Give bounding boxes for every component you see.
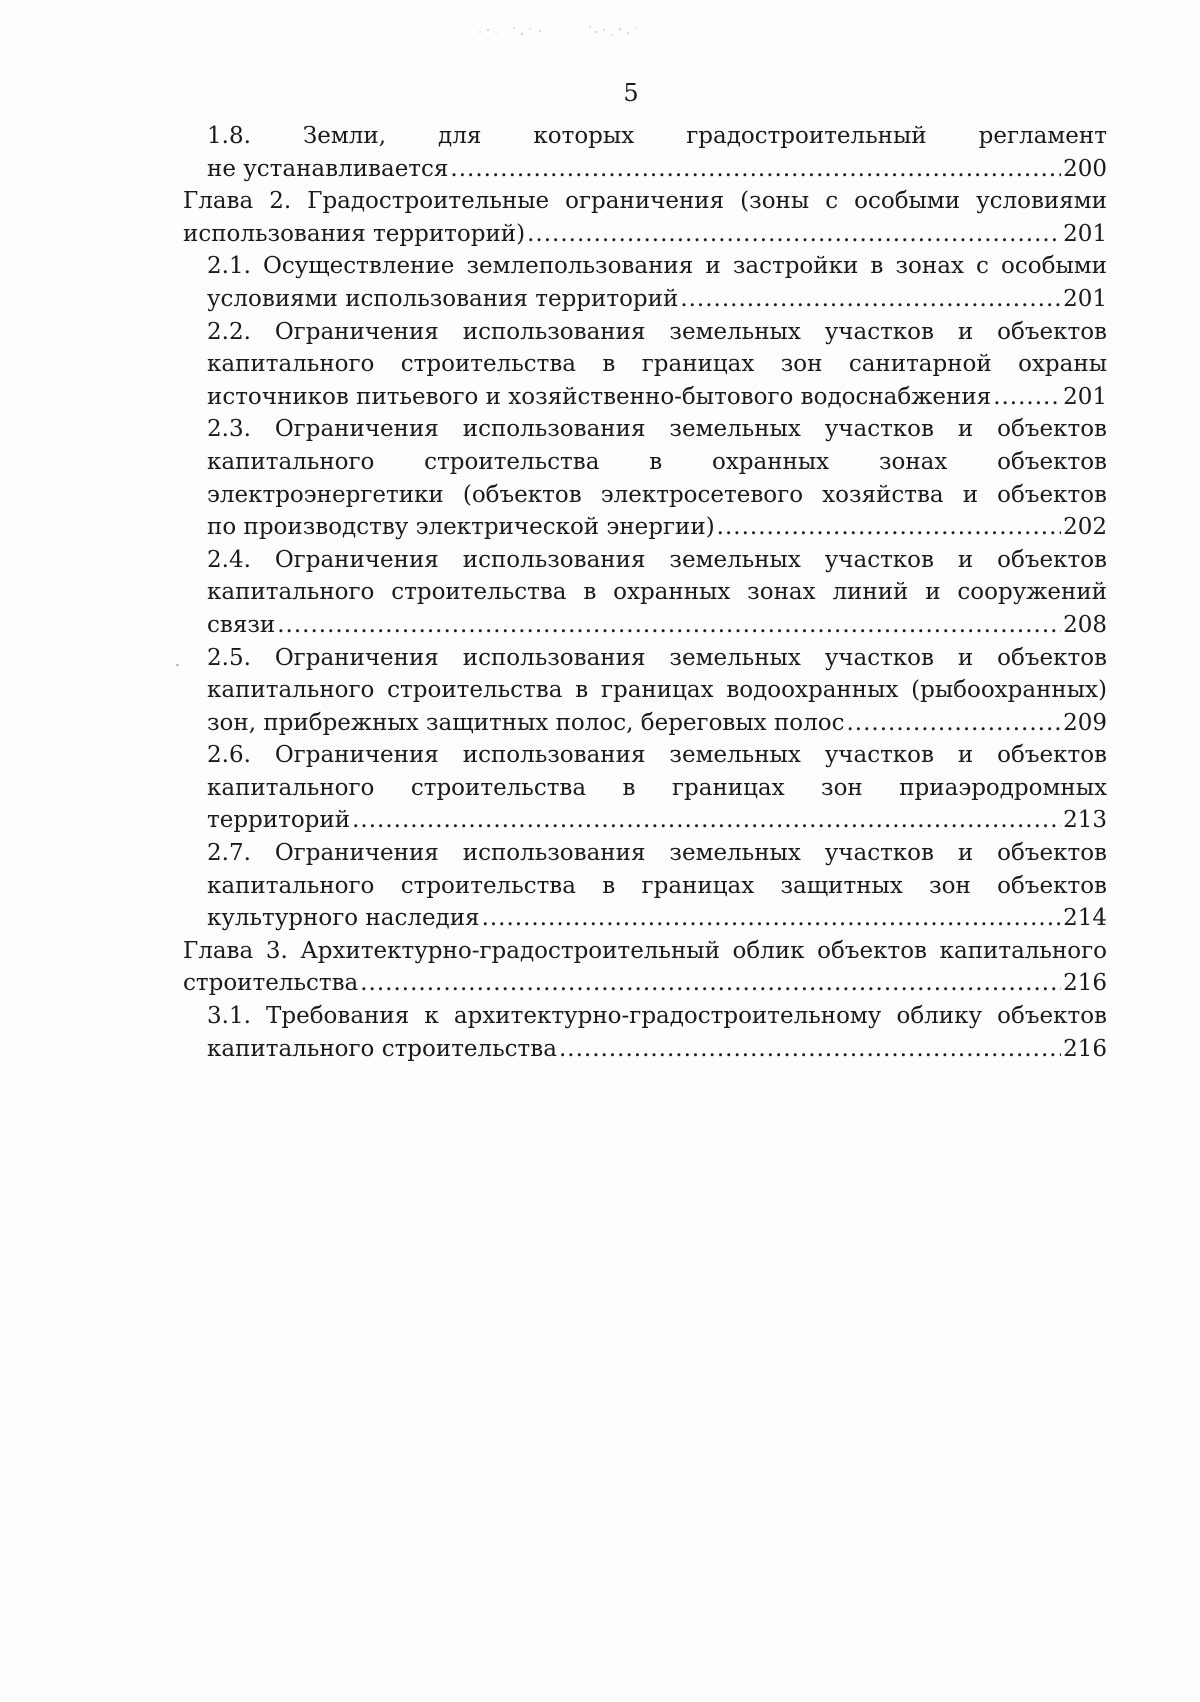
toc-page-number: 209 <box>1063 709 1107 736</box>
toc-entry-title-end: использования территорий) <box>183 220 526 247</box>
dot-leader <box>527 218 1061 251</box>
toc-entry-last-line <box>183 967 1107 1000</box>
toc-entry <box>183 739 1107 837</box>
toc-entry-last-line <box>207 609 1107 642</box>
toc-entry-last-line <box>207 511 1107 544</box>
toc-entry-line: 2.1. Осуществление землепользования и застройки в зонах с особыми <box>207 253 1107 280</box>
toc-entry-line: капитального строительства в границах зон приаэродромных <box>207 774 1107 801</box>
toc-entry <box>183 642 1107 740</box>
toc-entry <box>183 935 1107 1000</box>
toc-entry-title-end: по производству электрической энергии) <box>207 514 715 541</box>
toc-entry <box>183 1000 1107 1065</box>
toc-entry-title-end: условиями использования территорий <box>207 285 679 312</box>
toc-entry <box>183 185 1107 250</box>
toc-entry-last-line <box>207 1033 1107 1066</box>
toc-entry-line: капитального строительства в границах зон санитарной охраны <box>207 351 1107 378</box>
toc-entry-last-line <box>207 381 1107 414</box>
toc-entry-line: 2.4. Ограничения использования земельных участков и объектов <box>207 546 1107 573</box>
dot-leader <box>680 283 1061 316</box>
dot-leader <box>360 967 1061 1000</box>
toc-entry-last-line <box>207 707 1107 740</box>
dot-leader <box>482 902 1062 935</box>
scan-mark <box>176 664 179 666</box>
toc-word: 1.8. <box>207 123 251 149</box>
dot-leader <box>717 511 1061 544</box>
toc-entry <box>183 544 1107 642</box>
toc-entry-line: 2.2. Ограничения использования земельных участков и объектов <box>207 318 1107 345</box>
toc-entry-line: 2.6. Ограничения использования земельных участков и объектов <box>207 742 1107 769</box>
dot-leader <box>277 609 1061 642</box>
toc-word: которых <box>533 123 635 149</box>
toc-page-number: 214 <box>1063 905 1107 932</box>
toc-entry <box>183 250 1107 315</box>
toc-entry-title-end: не устанавливается <box>207 155 449 182</box>
toc-entry-title-end: источников питьевого и хозяйственно-бытового водоснабжения <box>207 383 992 410</box>
toc-page-number: 216 <box>1063 1035 1107 1062</box>
toc-page-number: 213 <box>1063 807 1107 834</box>
toc-page-number: 200 <box>1063 155 1107 182</box>
toc-entry-line: Глава 2. Градостроительные ограничения (зоны с особыми условиями <box>183 188 1107 215</box>
toc-word: регламент <box>978 123 1107 149</box>
toc-page-number: 202 <box>1063 514 1107 541</box>
toc-entry <box>183 413 1107 543</box>
toc-word: Земли, <box>302 123 387 149</box>
toc-page-number: 216 <box>1063 970 1107 997</box>
toc-entry-line: 2.7. Ограничения использования земельных участков и объектов <box>207 840 1107 867</box>
scan-artifact <box>470 18 710 44</box>
toc-entry-line: электроэнергетики (объектов электросетевого хозяйства и объектов <box>207 481 1107 508</box>
dot-leader <box>846 707 1061 740</box>
toc-entry-title-end: территорий <box>207 807 351 834</box>
toc-entry-line: 3.1. Требования к архитектурно-градостроительному облику объектов <box>207 1003 1107 1030</box>
toc-entry-title-end: связи <box>207 611 276 638</box>
toc-entry-line: капитального строительства в границах водоохранных (рыбоохранных) <box>207 677 1107 704</box>
toc-entry-line: капитального строительства в охранных зонах линий и сооружений <box>207 579 1107 606</box>
toc-page-number: 201 <box>1063 220 1107 247</box>
toc-entry-last-line <box>207 902 1107 935</box>
toc-entry-last-line <box>207 153 1107 186</box>
toc-page-number: 201 <box>1063 285 1107 312</box>
dot-leader <box>450 153 1061 186</box>
toc-entry-title-end: зон, прибрежных защитных полос, береговых полос <box>207 709 845 736</box>
toc-entry <box>183 837 1107 935</box>
toc-word: градостроительный <box>686 123 927 149</box>
toc-entry-title-end: строительства <box>183 970 359 997</box>
toc-page-number: 201 <box>1063 383 1107 410</box>
toc-entry-line: капитального строительства в охранных зонах объектов <box>207 448 1107 475</box>
dot-leader <box>993 381 1061 414</box>
toc-entry-line: 2.5. Ограничения использования земельных участков и объектов <box>207 644 1107 671</box>
dot-leader <box>559 1033 1061 1066</box>
toc-entry-title-end: культурного наследия <box>207 905 480 932</box>
toc-entry-line: капитального строительства в границах защитных зон объектов <box>207 872 1107 899</box>
toc-entry-line <box>207 120 1107 153</box>
toc-page-number: 208 <box>1063 611 1107 638</box>
dot-leader <box>352 804 1061 837</box>
toc-word: для <box>438 123 482 149</box>
toc-entry <box>183 316 1107 414</box>
toc-entry <box>183 120 1107 185</box>
table-of-contents <box>183 120 1107 1065</box>
toc-entry-line: 2.3. Ограничения использования земельных участков и объектов <box>207 416 1107 443</box>
toc-entry-last-line <box>183 218 1107 251</box>
toc-entry-title-end: капитального строительства <box>207 1035 557 1062</box>
page-number: 5 <box>623 79 639 107</box>
toc-entry-last-line <box>207 283 1107 316</box>
toc-entry-line: Глава 3. Архитектурно-градостроительный облик объектов капитального <box>183 937 1107 964</box>
toc-entry-last-line <box>207 804 1107 837</box>
